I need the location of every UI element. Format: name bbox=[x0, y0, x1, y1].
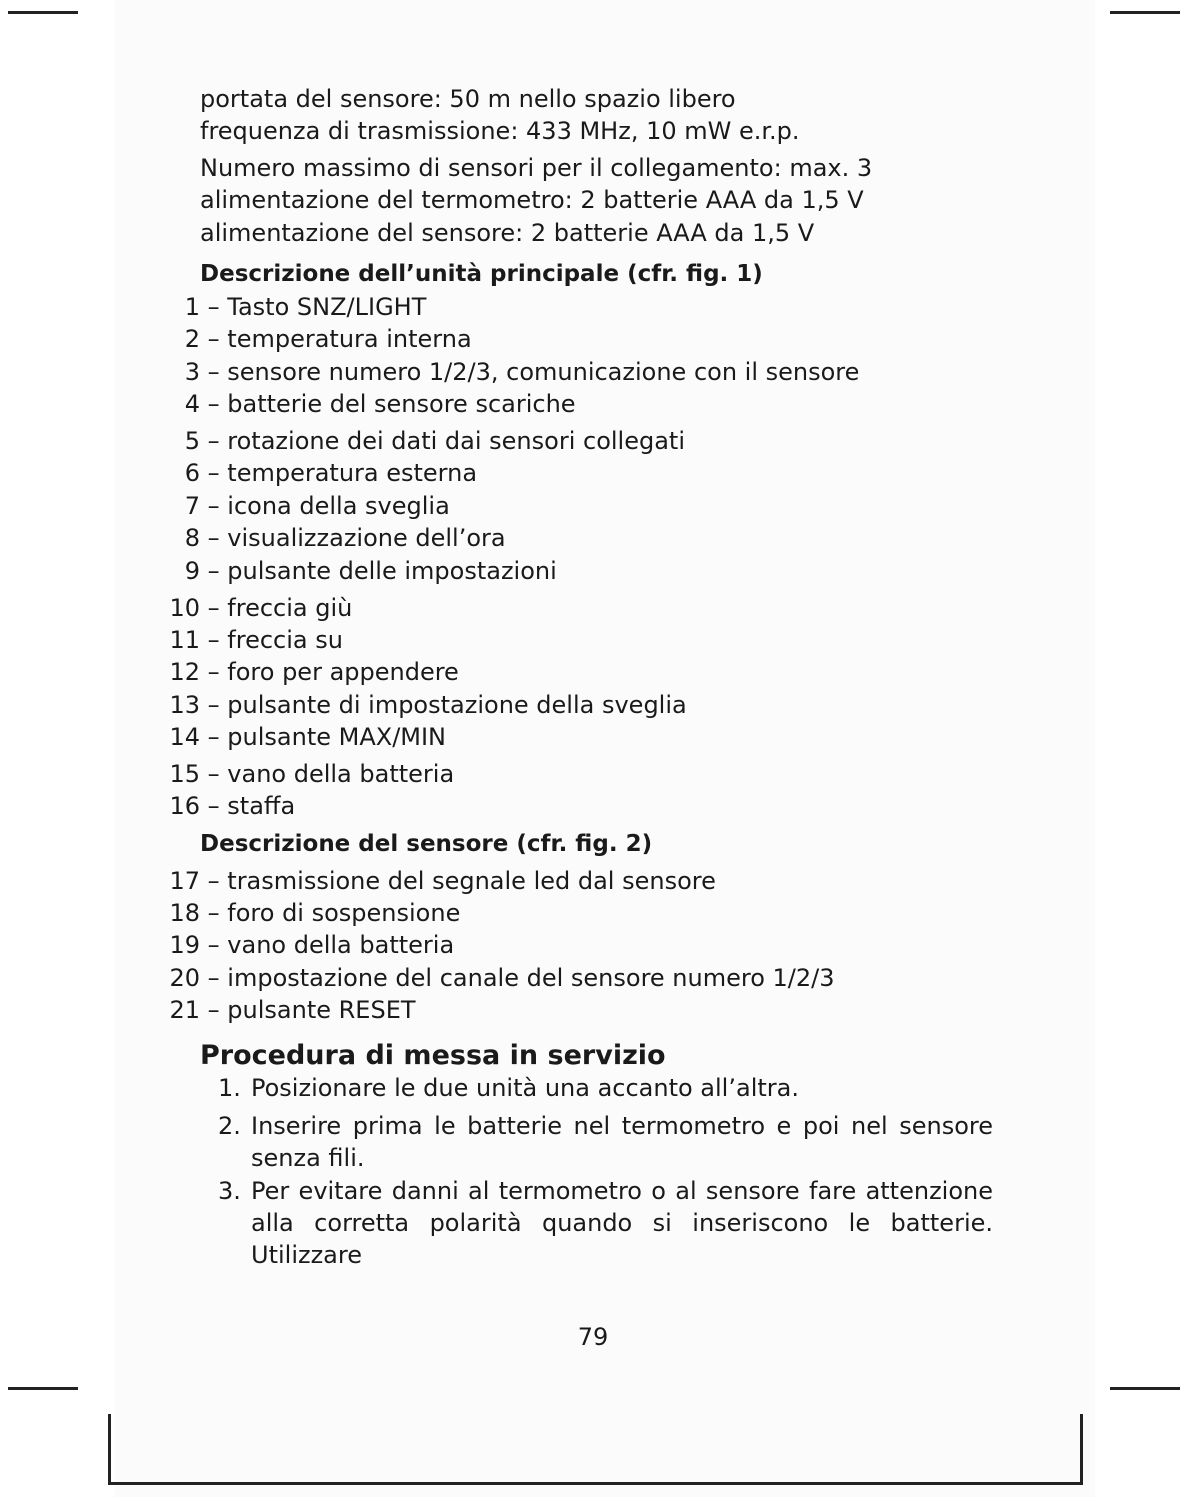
list-item: 18 – foro di sospensione bbox=[169, 899, 461, 927]
list-item: 13 – pulsante di impostazione della sveglia bbox=[169, 691, 687, 719]
list-item: 6 – temperatura esterna bbox=[184, 459, 478, 487]
list-item: 4 – batterie del sensore scariche bbox=[184, 390, 576, 418]
step-text: Per evitare danni al termometro o al sensore fare attenzione alla corretta polarità quando si inseriscono le batterie. Utilizzare bbox=[251, 1177, 993, 1269]
spec-line: Numero massimo di sensori per il collegamento: max. 3 bbox=[200, 154, 873, 182]
crop-mark-top-right bbox=[1110, 11, 1180, 14]
list-item: 20 – impostazione del canale del sensore numero 1/2/3 bbox=[169, 964, 835, 992]
list-item: 15 – vano della batteria bbox=[169, 760, 455, 788]
step-number: 2. bbox=[218, 1112, 241, 1140]
list-item: 16 – staffa bbox=[169, 792, 296, 820]
crop-mark-bottom-left bbox=[8, 1387, 78, 1390]
list-item: 7 – icona della sveglia bbox=[184, 492, 450, 520]
list-item: 10 – freccia giù bbox=[169, 594, 353, 622]
list-item: 12 – foro per appendere bbox=[169, 658, 459, 686]
step-text: Inserire prima le batterie nel termometro e poi nel sensore senza fili. bbox=[251, 1112, 993, 1172]
crop-mark-vertical-left bbox=[108, 1414, 111, 1484]
list-item: 8 – visualizzazione dell’ora bbox=[184, 524, 506, 552]
list-item: 5 – rotazione dei dati dai sensori collegati bbox=[184, 427, 685, 455]
list-item: 9 – pulsante delle impostazioni bbox=[184, 557, 557, 585]
list-item: 1 – Tasto SNZ/LIGHT bbox=[184, 293, 427, 321]
step-text: Posizionare le due unità una accanto all’altra. bbox=[251, 1074, 799, 1102]
list-item: 3 – sensore numero 1/2/3, comunicazione con il sensore bbox=[184, 358, 860, 386]
trim-line-bottom bbox=[108, 1482, 1083, 1485]
step-number: 1. bbox=[218, 1074, 241, 1102]
procedure-heading: Procedura di messa in servizio bbox=[200, 1040, 666, 1071]
list-item: 19 – vano della batteria bbox=[169, 931, 455, 959]
page-number: 79 bbox=[577, 1323, 609, 1351]
spec-line: frequenza di trasmissione: 433 MHz, 10 mW e.r.p. bbox=[200, 117, 800, 145]
sensor-heading: Descrizione del sensore (cfr. fig. 2) bbox=[200, 831, 653, 857]
list-item: 17 – trasmissione del segnale led dal sensore bbox=[169, 867, 716, 895]
crop-mark-top-left bbox=[8, 11, 78, 14]
list-item: 11 – freccia su bbox=[169, 626, 343, 654]
spec-line: alimentazione del sensore: 2 batterie AAA da 1,5 V bbox=[200, 219, 815, 247]
main-unit-heading: Descrizione dell’unità principale (cfr. fig. 1) bbox=[200, 261, 763, 287]
list-item: 2 – temperatura interna bbox=[184, 325, 472, 353]
step-number: 3. bbox=[218, 1177, 241, 1205]
crop-mark-bottom-right bbox=[1110, 1387, 1180, 1390]
spec-line: alimentazione del termometro: 2 batterie AAA da 1,5 V bbox=[200, 186, 864, 214]
list-item: 21 – pulsante RESET bbox=[169, 996, 416, 1024]
spec-line: portata del sensore: 50 m nello spazio libero bbox=[200, 85, 736, 113]
list-item: 14 – pulsante MAX/MIN bbox=[169, 723, 447, 751]
crop-mark-vertical-right bbox=[1080, 1414, 1083, 1484]
